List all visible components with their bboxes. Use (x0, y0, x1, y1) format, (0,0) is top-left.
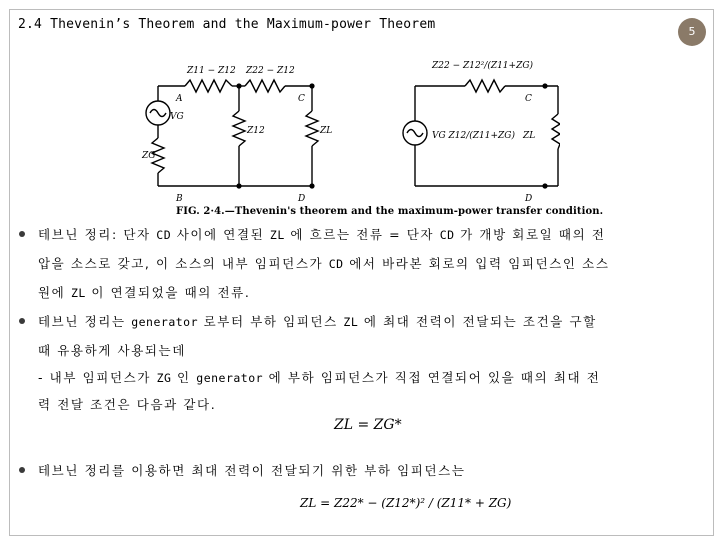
resistor-zl-right (552, 114, 560, 149)
label-z22-z12: Z22 − Z12 (246, 66, 295, 76)
node-d-right: D (525, 194, 533, 204)
page-number-badge: 5 (678, 18, 706, 46)
formula-load-impedance: ZL = Z22* − (Z12*)² / (Z11* + ZG) (300, 496, 512, 510)
label-zl-left: ZL (320, 126, 333, 136)
node-a: A (176, 94, 183, 104)
resistor-zl-left (306, 111, 318, 146)
resistor-z12 (233, 111, 245, 146)
p2-line-1: 테브닌 정리는 generator 로부터 부하 임피던스 ZL 에 최대 전력이 전달되는 조건을 구할 (38, 314, 597, 329)
node-b: B (176, 194, 183, 204)
thevenin-figure (140, 46, 560, 211)
p1-line-3: 원에 ZL 이 연결되었을 때의 전류. (38, 285, 251, 300)
label-thevenin-source: VG Z12/(Z11+ZG) (432, 131, 515, 141)
label-z12: Z12 (247, 126, 265, 136)
label-z11-z12: Z11 − Z12 (187, 66, 236, 76)
resistor-z11-z12 (185, 80, 232, 92)
bullet-2 (19, 318, 25, 324)
node-c-right: C (525, 94, 532, 104)
figure-caption: FIG. 2·4.—Thevenin's theorem and the maximum-power transfer condition. (176, 206, 604, 217)
formula-conjugate-match: ZL = ZG* (334, 417, 402, 433)
p2-line-3: - 내부 임피던스가 ZG 인 generator 에 부하 임피던스가 직접 연결되어 있을 때의 최대 전 (38, 370, 601, 385)
bullet-3 (19, 467, 25, 473)
resistor-z22-z12 (245, 80, 285, 92)
p1-line-2: 압을 소스로 갖고, 이 소스의 내부 임피던스가 CD 에서 바라본 회로의 입력 임피던스인 소스 (38, 256, 610, 271)
bullet-1 (19, 231, 25, 237)
p1-line-1: 테브닌 정리: 단자 CD 사이에 연결된 ZL 에 흐르는 전류 = 단자 CD 가 개방 회로일 때의 전 (38, 227, 606, 242)
node-c-left: C (298, 94, 305, 104)
label-thevenin-impedance: Z22 − Z12²/(Z11+ZG) (432, 61, 534, 71)
label-vg: VG (170, 112, 184, 122)
p2-line-4: 력 전달 조건은 다음과 같다. (38, 397, 217, 412)
resistor-thevenin (465, 80, 505, 92)
label-zg: ZG (142, 151, 156, 161)
p2-line-2: 때 유용하게 사용되는데 (38, 343, 186, 358)
label-zl-right: ZL (523, 131, 536, 141)
slide-title: 2.4 Thevenin’s Theorem and the Maximum-power Theorem (18, 17, 436, 32)
node-d-left: D (298, 194, 306, 204)
p3-line-1: 테브닌 정리를 이용하면 최대 전력이 전달되기 위한 부하 임피던스는 (38, 463, 466, 478)
